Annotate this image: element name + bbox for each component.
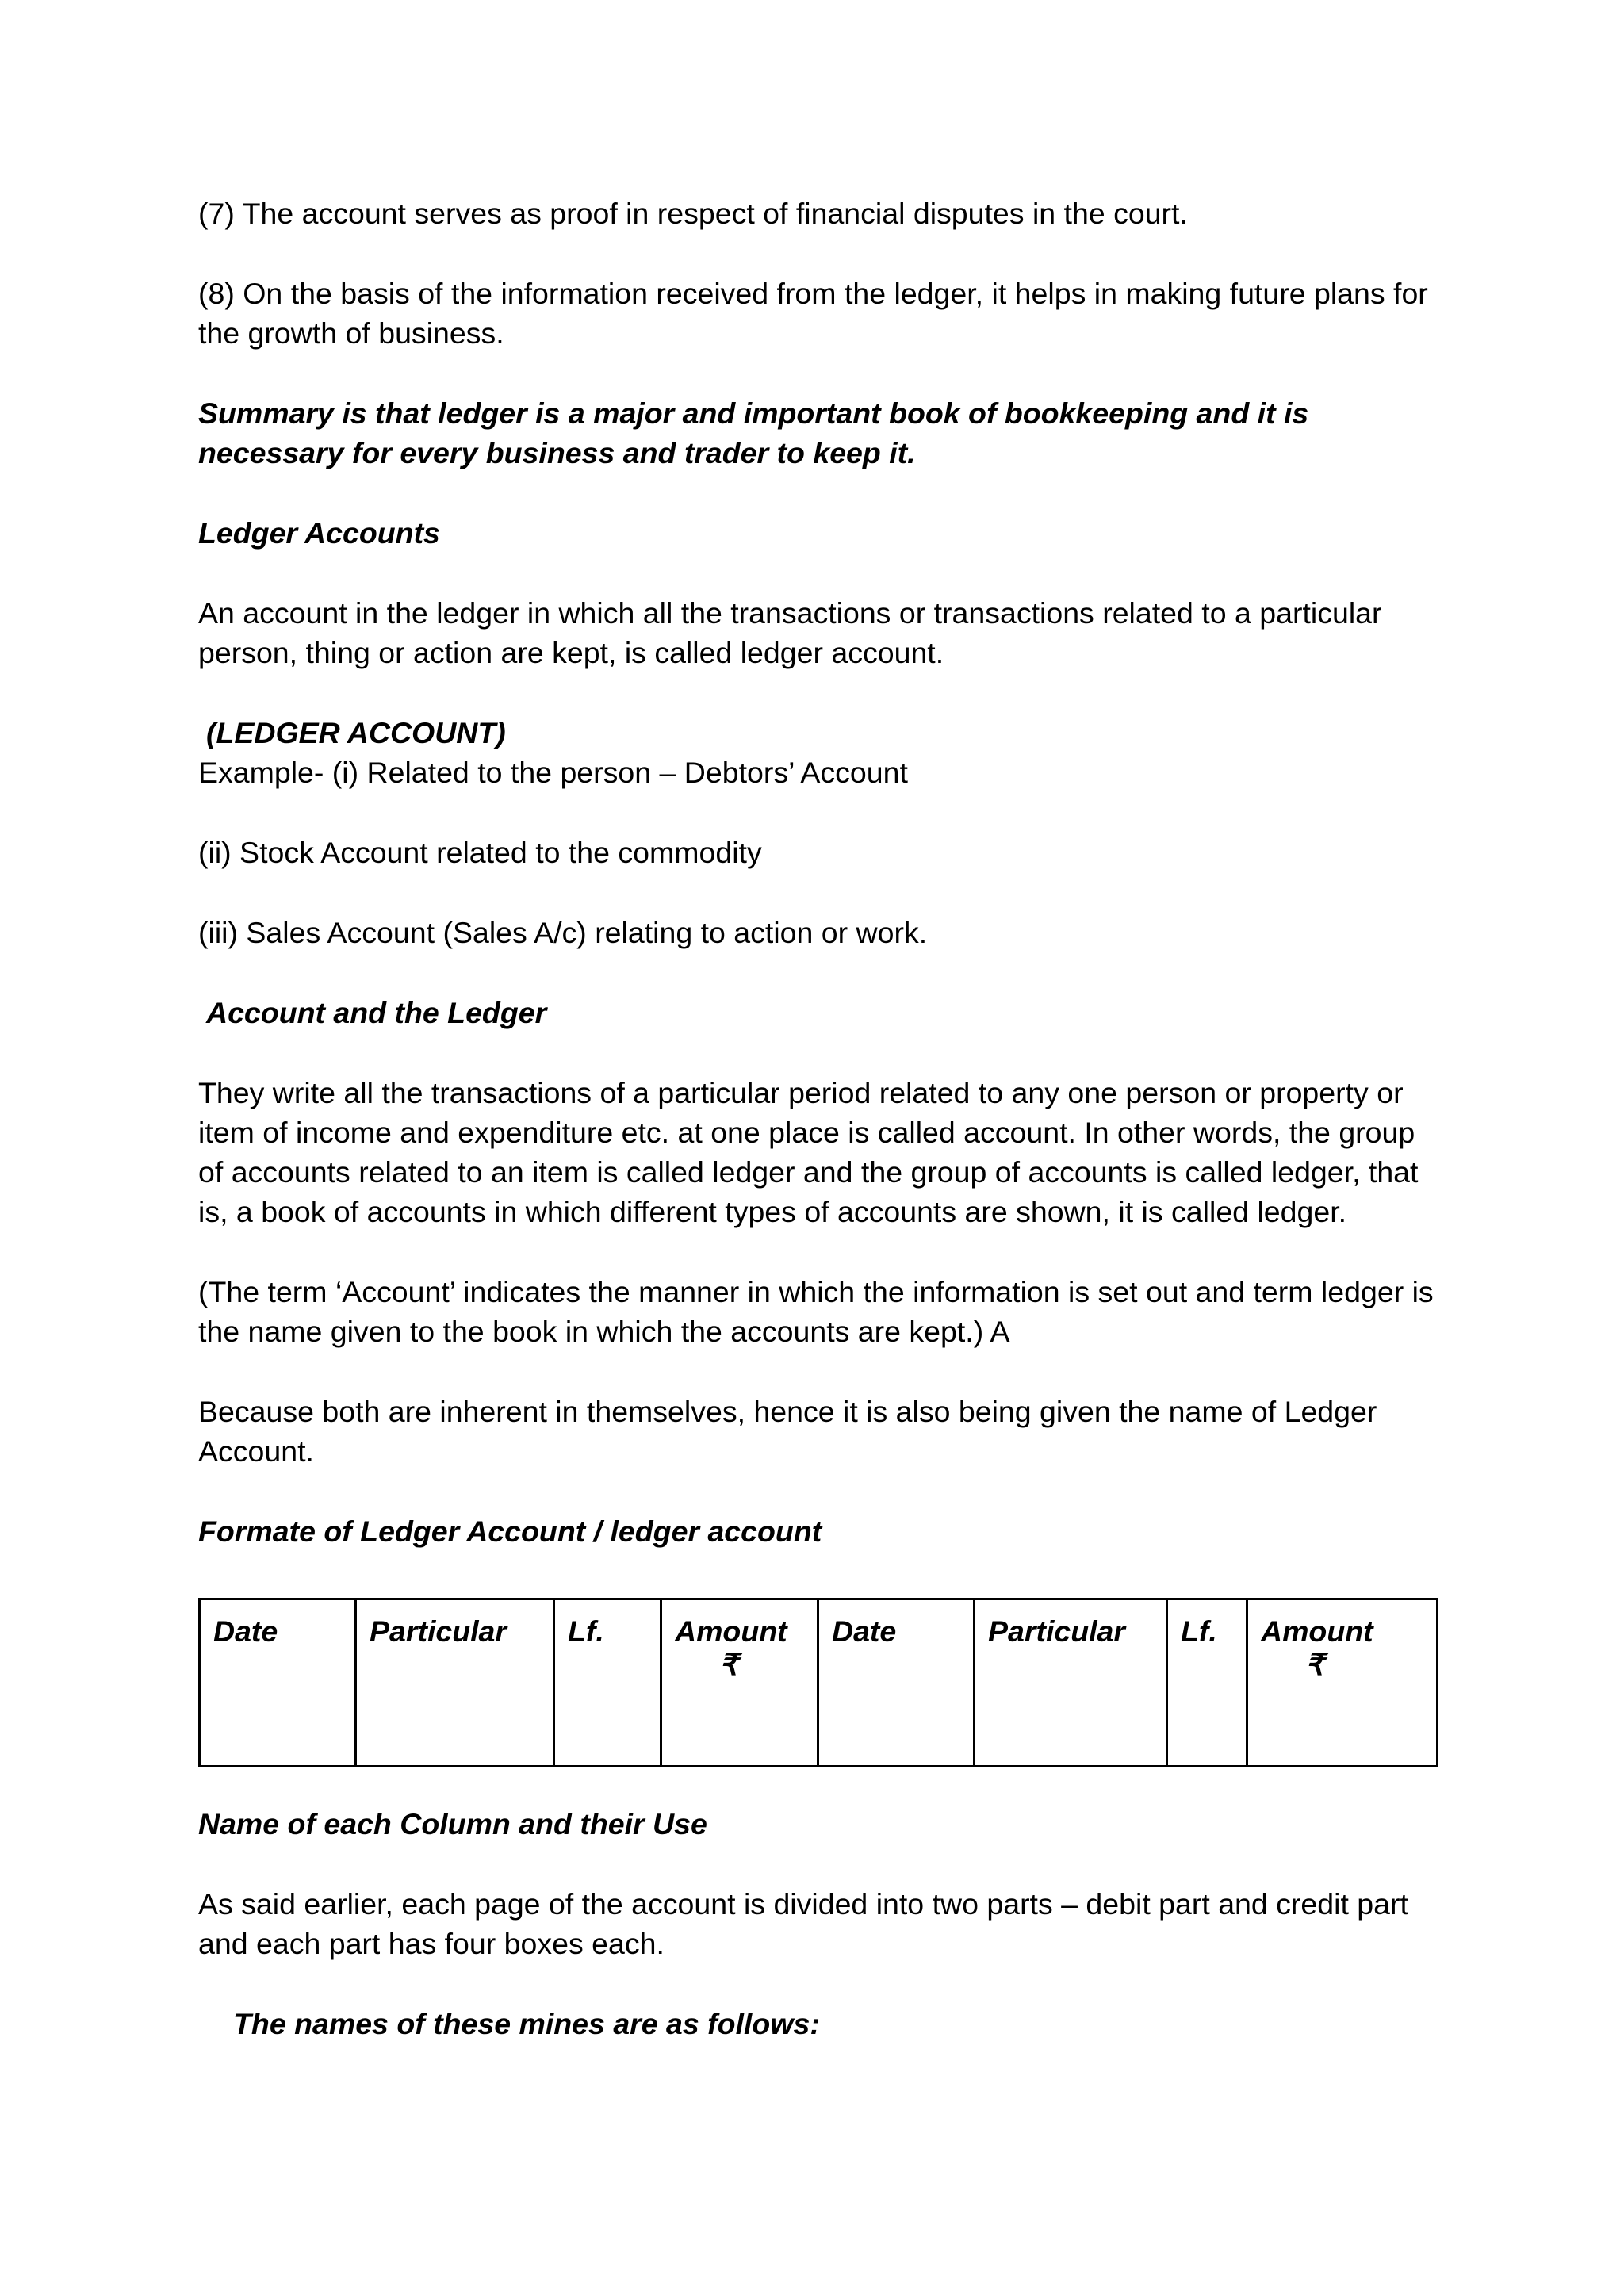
heading-ledger-account-caps: (LEDGER ACCOUNT): [206, 716, 506, 749]
heading-column-names: Name of each Column and their Use: [198, 1807, 707, 1840]
column-description: As said earlier, each page of the account is divided into two parts – debit part and credit part and each part has four boxes each.: [198, 1887, 1408, 1960]
heading-account-and-ledger: Account and the Ledger: [206, 996, 547, 1029]
inherent-note: Because both are inherent in themselves, hence it is also being given the name of Ledger Account.: [198, 1395, 1377, 1468]
column-amount-credit: Amount ₹: [1247, 1599, 1438, 1767]
paragraph-point-7: (7) The account serves as proof in respect of financial disputes in the court.: [198, 197, 1188, 230]
heading-ledger-format: Formate of Ledger Account / ledger account: [198, 1515, 822, 1548]
example-item-1: Example- (i) Related to the person – Debtors’ Account: [198, 756, 908, 789]
ledger-format-table: [198, 1598, 1438, 1767]
heading-ledger-accounts: Ledger Accounts: [198, 516, 440, 550]
column-amount-debit: Amount ₹: [661, 1599, 818, 1767]
term-note: (The term ‘Account’ indicates the manner in which the information is set out and term ledger is the name given to the book in which the accounts are kept.) A: [198, 1275, 1434, 1348]
account-and-ledger-body: They write all the transactions of a particular period related to any one person or property or item of income and expenditure etc. at one place is called account. In other words, the group of accounts related to an item is called ledger and the group of accounts is called ledger, that is, a book of accounts in which different types of accounts are shown, it is called ledger.: [198, 1076, 1419, 1228]
heading-names-follow: The names of these mines are as follows:: [233, 2007, 820, 2040]
summary-statement: Summary is that ledger is a major and important book of bookkeeping and it is necessary for every business and trader to keep it.: [198, 396, 1309, 469]
example-item-3: (iii) Sales Account (Sales A/c) relating to action or work.: [198, 916, 928, 949]
ledger-account-definition: An account in the ledger in which all the transactions or transactions related to a particular person, thing or action are kept, is called ledger account.: [198, 596, 1382, 669]
rupee-symbol: ₹: [719, 1648, 738, 1681]
ledger-header-row: [200, 1599, 1438, 1767]
rupee-symbol: ₹: [1305, 1648, 1324, 1681]
example-item-2: (ii) Stock Account related to the commodity: [198, 836, 762, 869]
column-date-debit: Date: [200, 1599, 356, 1767]
document-page: [198, 193, 1435, 2043]
column-particular-debit: Particular: [356, 1599, 554, 1767]
column-lf-credit: Lf.: [1167, 1599, 1247, 1767]
column-particular-credit: Particular: [975, 1599, 1167, 1767]
column-date-credit: Date: [818, 1599, 975, 1767]
paragraph-point-8: (8) On the basis of the information received from the ledger, it helps in making future plans for the growth of business.: [198, 277, 1428, 350]
column-lf-debit: Lf.: [554, 1599, 661, 1767]
